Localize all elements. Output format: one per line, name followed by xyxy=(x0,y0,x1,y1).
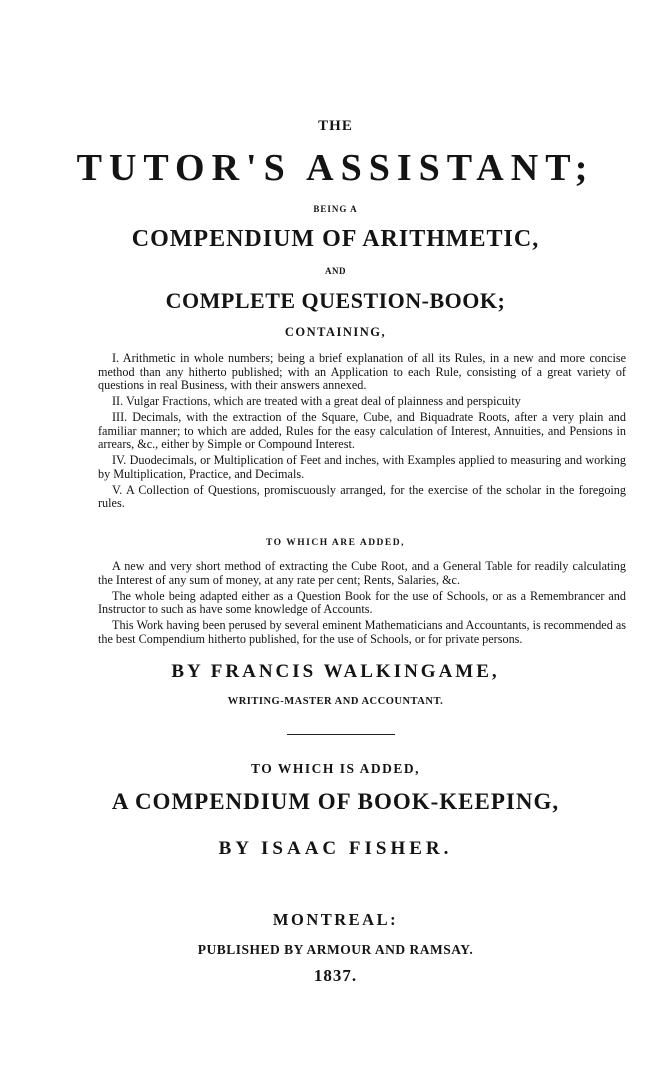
to-which-are-added-heading: TO WHICH ARE ADDED, xyxy=(265,538,405,548)
book-title: TUTOR'S ASSISTANT; xyxy=(76,147,595,189)
supplement-title: A COMPENDIUM OF BOOK-KEEPING, xyxy=(111,789,560,814)
imprint-place: MONTREAL: xyxy=(272,910,399,929)
contents-item-3: III. Decimals, with the extraction of the Square, Cube, and Biquadrate Roots, after a very plain and familiar manner; to which are added, Rules for the easy calculation of Interest, Annuities, and Pensions in arrears, &c., either by Simple or Compound Interest. xyxy=(98,410,626,451)
imprint-year: 1837. xyxy=(313,966,358,985)
contents-item-2: II. Vulgar Fractions, which are treated with a great deal of plainness and perspicuity xyxy=(112,394,521,408)
contents-list xyxy=(98,352,626,513)
imprint-publisher: PUBLISHED BY ARMOUR AND RAMSAY. xyxy=(197,942,474,957)
heading-the: THE xyxy=(318,118,353,134)
author-occupation: WRITING-MASTER AND ACCOUNTANT. xyxy=(227,696,444,707)
contents-item-4: IV. Duodecimals, or Multiplication of Feet and inches, with Examples applied to measuring and working by Multiplication, Practice, and Decimals. xyxy=(98,453,626,481)
addition-item-2: The whole being adapted either as a Question Book for the use of Schools, or as a Remembrancer and Instructor to such as have some knowledge of Accounts. xyxy=(98,588,626,616)
subtitle-compendium: COMPENDIUM OF ARITHMETIC, xyxy=(131,226,540,252)
divider-rule xyxy=(287,734,395,735)
subtitle-question-book: COMPLETE QUESTION-BOOK; xyxy=(165,288,506,313)
addition-item-3: This Work having been perused by several eminent Mathematicians and Accountants, is recommended as the best Compendium hitherto published, for the use of Schools, or for private persons. xyxy=(98,618,626,646)
to-which-is-added-heading: TO WHICH IS ADDED, xyxy=(250,761,421,776)
contents-item-5: V. A Collection of Questions, promiscuously arranged, for the exercise of the scholar in the foregoing rules. xyxy=(98,482,626,510)
contents-item-1: I. Arithmetic in whole numbers; being a brief explanation of all its Rules, in a new and more concise method than any hitherto published; with an Application to each Rule, consisting of a great variety of questions in real Business, with their answers annexed. xyxy=(98,351,626,392)
supplement-byline: BY ISAAC FISHER. xyxy=(218,838,453,859)
and-line: AND xyxy=(325,266,346,276)
containing-line: CONTAINING, xyxy=(284,325,387,339)
author-byline: BY FRANCIS WALKINGAME, xyxy=(171,661,500,682)
additions-list xyxy=(98,560,626,649)
addition-item-1: A new and very short method of extracting the Cube Root, and a General Table for readily calculating the Interest of any sum of money, at any rate per cent; Rents, Salaries, &c. xyxy=(98,559,626,587)
being-a-line: BEING A xyxy=(313,204,358,214)
